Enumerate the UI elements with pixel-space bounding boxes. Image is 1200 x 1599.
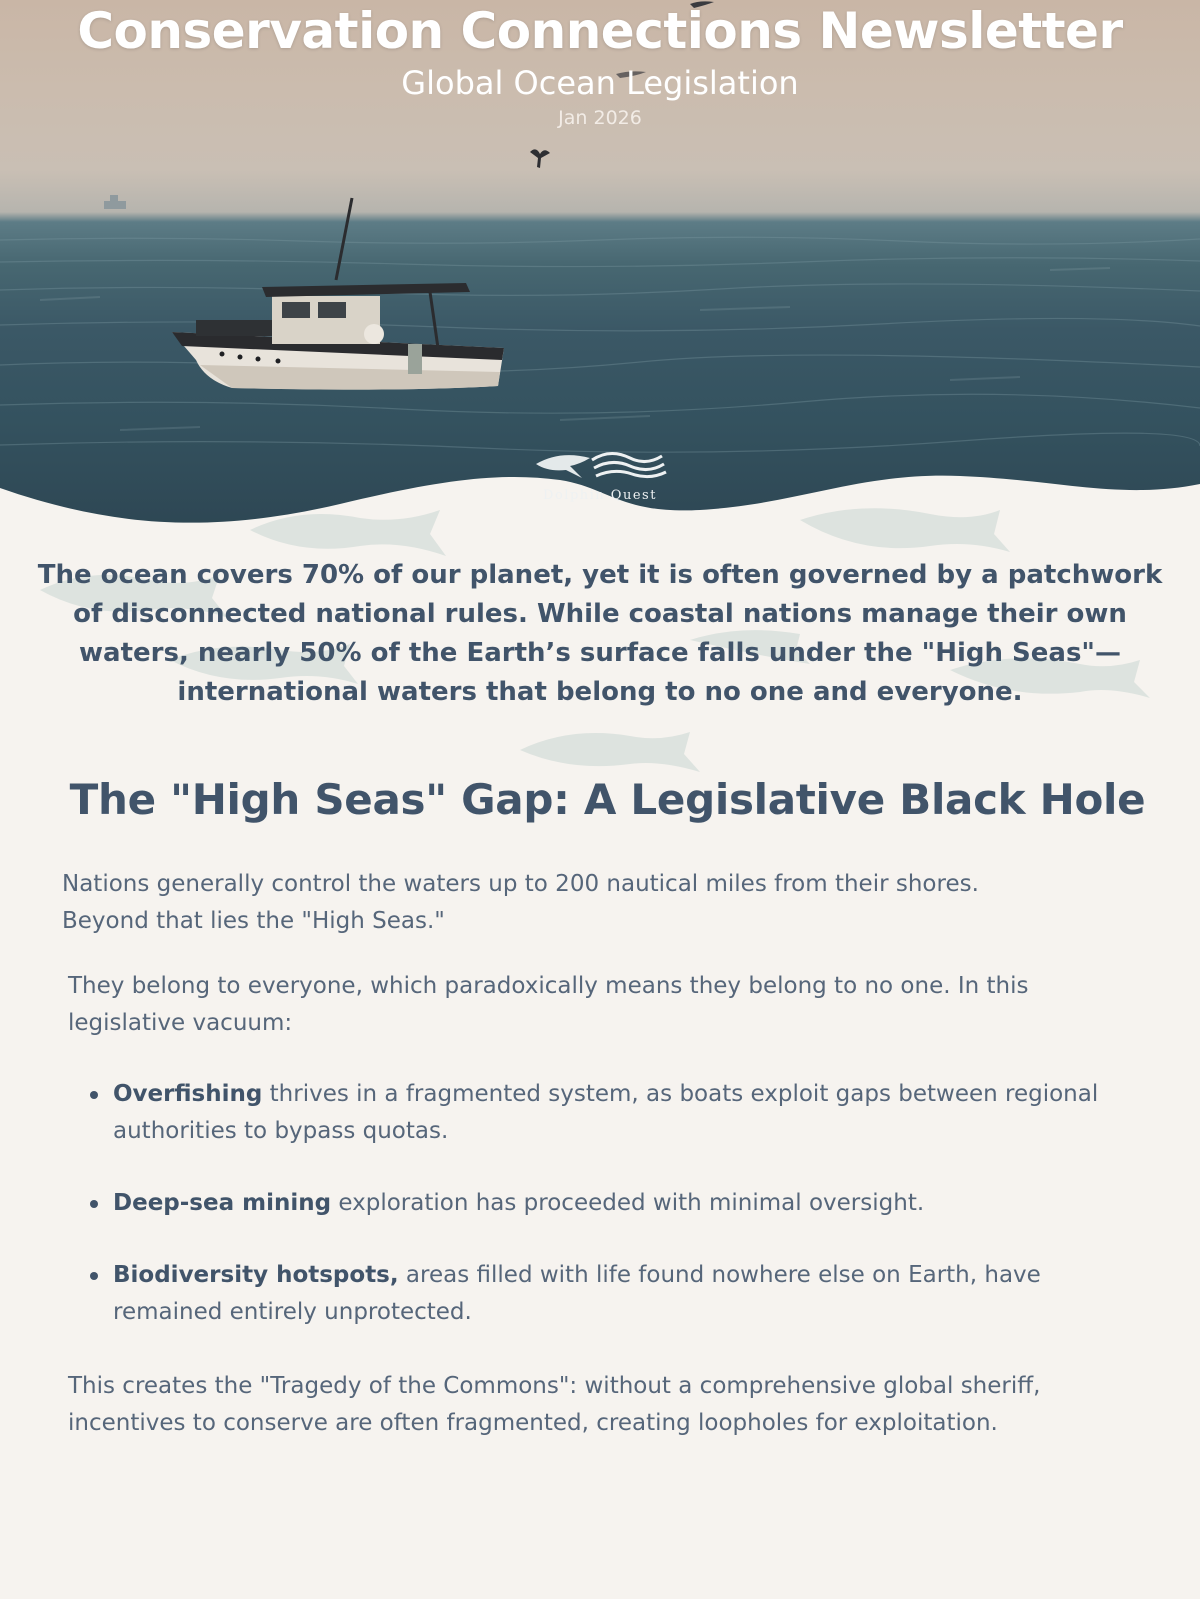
newsletter-title: Conservation Connections Newsletter <box>77 2 1123 60</box>
list-item <box>88 1257 1148 1331</box>
boat-illustration <box>172 198 504 390</box>
section-heading: The "High Seas" Gap: A Legislative Black Hole <box>69 775 1146 824</box>
list-item-text: areas filled with life found nowhere else on Earth, have remained entirely unprotected. <box>113 1262 1041 1325</box>
issue-date: Jan 2026 <box>558 107 642 129</box>
list-item <box>88 1185 1148 1222</box>
body-paragraph-2: They belong to everyone, which paradoxically means they belong to no one. In this legislative vacuum: <box>68 973 1029 1036</box>
logo-text: Dolphin Quest <box>543 488 657 503</box>
list-item-text: exploration has proceeded with minimal oversight. <box>331 1190 925 1216</box>
list-item-term: Deep-sea mining <box>113 1190 332 1216</box>
list-item <box>88 1076 1148 1150</box>
list-item-text: thrives in a fragmented system, as boats exploit gaps between regional authorities to bypass quotas. <box>113 1081 1099 1144</box>
list-item-term: Overfishing <box>113 1081 263 1107</box>
dolphin-logo-icon <box>530 446 670 486</box>
body-paragraph-3: This creates the "Tragedy of the Commons": without a comprehensive global sheriff, incentives to conserve are often fragmented, creating loopholes for exploitation. <box>68 1373 1041 1436</box>
intro-paragraph: The ocean covers 70% of our planet, yet it is often governed by a patchwork of disconnected national rules. While coastal nations manage their own waters, nearly 50% of the Earth’s surface falls under the "High Seas"—international waters that belong to no one and everyone. <box>37 560 1163 707</box>
newsletter-subtitle: Global Ocean Legislation <box>401 64 799 102</box>
dolphin-quest-logo <box>520 446 680 503</box>
issues-list <box>88 1076 1148 1331</box>
body-paragraph-1: Nations generally control the waters up to 200 nautical miles from their shores. Beyond that lies the "High Seas." <box>62 871 979 934</box>
list-item-term: Biodiversity hotspots, <box>113 1262 399 1288</box>
